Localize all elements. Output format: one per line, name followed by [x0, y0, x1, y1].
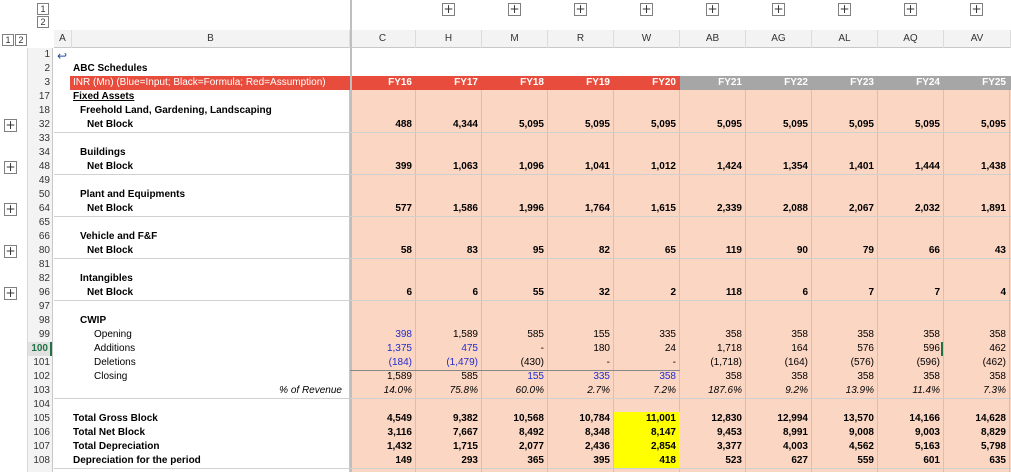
net-block-value: 1,424 [716, 161, 742, 172]
cwip-title: CWIP [80, 315, 107, 326]
cwip-value: - [606, 357, 610, 368]
group-divider [54, 132, 1011, 133]
cwip-value: 155 [593, 329, 610, 340]
cwip-row-label: Closing [94, 371, 128, 382]
row-outline-gutter [0, 48, 28, 472]
cwip-value: 358 [791, 371, 808, 382]
net-block-label: Net Block [87, 203, 134, 214]
net-block-value: 1,764 [584, 203, 610, 214]
col-header-ab[interactable]: AB [680, 30, 746, 48]
asset-group-name: Plant and Equipments [80, 189, 186, 200]
cwip-value: 576 [857, 343, 874, 354]
row-header-104[interactable]: 104 [28, 398, 52, 412]
net-block-value: 399 [395, 161, 412, 172]
col-level-1-button[interactable]: 1 [37, 3, 49, 15]
net-block-value: 90 [796, 245, 808, 256]
cwip-value: 585 [527, 329, 544, 340]
expand-cols-r-button[interactable]: + [575, 2, 586, 16]
cwip-row-label: Additions [94, 343, 136, 354]
totals-value: 3,377 [716, 441, 742, 452]
cwip-value: 180 [593, 343, 610, 354]
net-block-value: 55 [532, 287, 544, 298]
net-block-value: 5,095 [584, 119, 610, 130]
net-block-value: 4,344 [452, 119, 478, 130]
cwip-value: 335 [593, 371, 610, 382]
net-block-value: 43 [994, 245, 1006, 256]
col-header-h[interactable]: H [416, 30, 482, 48]
asset-group-name: Buildings [80, 147, 126, 158]
outline-bar [0, 0, 1011, 30]
pct-revenue-value: 75.8% [449, 385, 478, 396]
net-block-value: 1,891 [980, 203, 1006, 214]
net-block-value: 6 [802, 287, 808, 298]
net-block-value: 1,096 [518, 161, 544, 172]
row-header-2[interactable]: 2 [28, 62, 52, 76]
cwip-value: (462) [982, 357, 1006, 368]
col-header-b[interactable]: B [72, 30, 350, 48]
net-block-value: 577 [395, 203, 412, 214]
totals-value: 4,562 [848, 441, 874, 452]
cwip-value: 585 [461, 371, 478, 382]
row-header-66[interactable]: 66 [28, 230, 52, 244]
col-header-aq[interactable]: AQ [878, 30, 944, 48]
totals-value: 11,001 [645, 413, 676, 424]
expand-cols-al-button[interactable]: + [839, 2, 850, 16]
row-header-107[interactable]: 107 [28, 440, 52, 454]
totals-value: 2,077 [518, 441, 544, 452]
cwip-value: 335 [659, 329, 676, 340]
totals-value: 12,830 [711, 413, 742, 424]
pct-revenue-value: 9.2% [785, 385, 808, 396]
freeze-pane-divider [350, 0, 352, 472]
totals-value: 4,549 [386, 413, 412, 424]
cwip-value: (596) [916, 357, 940, 368]
totals-value: 10,784 [579, 413, 610, 424]
net-block-value: 2,067 [848, 203, 874, 214]
row-header-100[interactable]: 100 [28, 342, 52, 356]
cwip-row-label: Opening [94, 329, 132, 340]
expand-cols-m-button[interactable]: + [509, 2, 520, 16]
net-block-value: 66 [928, 245, 940, 256]
expand-rows-96-button[interactable]: + [5, 286, 16, 300]
net-block-label: Net Block [87, 245, 134, 256]
net-block-label: Net Block [87, 119, 134, 130]
row-header-32[interactable]: 32 [28, 118, 52, 132]
net-block-value: 1,354 [782, 161, 808, 172]
row-header-34[interactable]: 34 [28, 146, 52, 160]
net-block-value: 5,095 [650, 119, 676, 130]
totals-value: 8,829 [980, 427, 1006, 438]
group-divider [54, 174, 1011, 175]
net-block-value: 5,095 [782, 119, 808, 130]
net-block-value: 95 [532, 245, 544, 256]
net-block-value: 1,586 [452, 203, 478, 214]
row-header-17[interactable]: 17 [28, 90, 52, 104]
cwip-value: 358 [725, 371, 742, 382]
cwip-value: 475 [461, 343, 478, 354]
net-block-value: 79 [862, 245, 874, 256]
row-level-1-button[interactable]: 1 [2, 34, 14, 46]
row-header-98[interactable]: 98 [28, 314, 52, 328]
row-header-18[interactable]: 18 [28, 104, 52, 118]
cwip-value: 358 [791, 329, 808, 340]
row-header-1[interactable]: 1 [28, 48, 52, 62]
net-block-value: 1,996 [518, 203, 544, 214]
row-header-106[interactable]: 106 [28, 426, 52, 440]
net-block-value: 2,339 [716, 203, 742, 214]
net-block-value: 6 [472, 287, 478, 298]
net-block-value: 7 [934, 287, 940, 298]
net-block-value: 2 [670, 287, 676, 298]
expand-rows-48-button[interactable]: + [5, 160, 16, 174]
row-header-105[interactable]: 105 [28, 412, 52, 426]
group-divider [54, 216, 1011, 217]
net-block-value: 6 [406, 287, 412, 298]
totals-value: 8,492 [518, 427, 544, 438]
sheet-title: ABC Schedules [73, 63, 148, 74]
cwip-value: 358 [659, 371, 676, 382]
totals-value: 2,436 [584, 441, 610, 452]
totals-value: 1,432 [386, 441, 412, 452]
expand-cols-ag-button[interactable]: + [773, 2, 784, 16]
totals-value: 627 [791, 455, 808, 466]
fy-header: FY18 [520, 77, 544, 88]
totals-value: 8,147 [650, 427, 676, 438]
pct-revenue-value: 60.0% [515, 385, 544, 396]
expand-rows-32-button[interactable]: + [5, 118, 16, 132]
net-block-value: 32 [598, 287, 610, 298]
totals-value: 3,116 [387, 427, 412, 438]
row-level-2-button[interactable]: 2 [15, 34, 27, 46]
cwip-value: 1,718 [716, 343, 742, 354]
row-header-96[interactable]: 96 [28, 286, 52, 300]
totals-value: 13,570 [843, 413, 874, 424]
expand-rows-64-button[interactable]: + [5, 202, 16, 216]
net-block-value: 58 [400, 245, 412, 256]
fy-header: FY16 [388, 77, 412, 88]
net-block-value: 2,032 [914, 203, 940, 214]
net-block-value: 1,012 [650, 161, 676, 172]
totals-value: 635 [989, 455, 1006, 466]
row-header-3[interactable]: 3 [28, 76, 52, 90]
fy-header: FY21 [718, 77, 742, 88]
net-block-value: 118 [725, 287, 742, 298]
cwip-value: 24 [664, 343, 676, 354]
group-divider [54, 258, 1011, 259]
totals-label: Total Gross Block [73, 413, 158, 424]
totals-value: 10,568 [513, 413, 544, 424]
net-block-value: 2,088 [782, 203, 808, 214]
totals-label: Depreciation for the period [73, 455, 201, 466]
col-header-av[interactable]: AV [944, 30, 1011, 48]
fy-header: FY20 [652, 77, 676, 88]
cwip-value: (576) [850, 357, 874, 368]
net-block-value: 1,615 [650, 203, 676, 214]
cwip-value: 155 [527, 371, 544, 382]
col-header-m[interactable]: M [482, 30, 548, 48]
cwip-value: - [540, 343, 544, 354]
totals-value: 293 [461, 455, 478, 466]
fy-header: FY19 [586, 77, 610, 88]
row-header-65[interactable]: 65 [28, 216, 52, 230]
totals-value: 8,991 [782, 427, 808, 438]
row-header-64[interactable]: 64 [28, 202, 52, 216]
net-block-value: 1,438 [980, 161, 1006, 172]
net-block-value: 5,095 [914, 119, 940, 130]
net-block-value: 119 [725, 245, 742, 256]
totals-value: 2,854 [650, 441, 676, 452]
net-block-value: 1,444 [914, 161, 940, 172]
pct-revenue-value: 7.3% [983, 385, 1006, 396]
active-cell-border [941, 342, 943, 356]
column-header-bar [54, 30, 1011, 48]
totals-value: 395 [593, 455, 610, 466]
pct-revenue-value: 7.2% [653, 385, 676, 396]
group-divider [54, 468, 1011, 469]
expand-cols-h-button[interactable]: + [443, 2, 454, 16]
totals-value: 7,667 [452, 427, 478, 438]
fy-header: FY22 [784, 77, 808, 88]
cwip-value: 358 [857, 371, 874, 382]
cwip-value: 462 [989, 343, 1006, 354]
group-divider [54, 398, 1011, 399]
col-header-a[interactable]: A [54, 30, 72, 48]
totals-value: 4,003 [782, 441, 808, 452]
row-header-82[interactable]: 82 [28, 272, 52, 286]
net-block-value: 1,401 [848, 161, 874, 172]
asset-group-name: Vehicle and F&F [80, 231, 158, 242]
expand-cols-aq-button[interactable]: + [905, 2, 916, 16]
totals-value: 14,166 [909, 413, 940, 424]
net-block-value: 7 [868, 287, 874, 298]
expand-cols-w-button[interactable]: + [641, 2, 652, 16]
pct-revenue-value: 13.9% [845, 385, 874, 396]
net-block-value: 5,095 [848, 119, 874, 130]
asset-group-name: Intangibles [80, 273, 133, 284]
expand-cols-ab-button[interactable]: + [707, 2, 718, 16]
row-header-108[interactable]: 108 [28, 454, 52, 468]
col-level-2-button[interactable]: 2 [37, 16, 49, 28]
row-header-48[interactable]: 48 [28, 160, 52, 174]
net-block-label: Net Block [87, 161, 134, 172]
net-block-value: 4 [1000, 287, 1006, 298]
cwip-value: - [672, 357, 676, 368]
totals-value: 418 [659, 455, 676, 466]
totals-value: 14,628 [975, 413, 1006, 424]
totals-label: Total Net Block [73, 427, 146, 438]
cwip-value: 358 [725, 329, 742, 340]
totals-value: 149 [395, 455, 412, 466]
col-header-w[interactable]: W [614, 30, 680, 48]
cwip-value: 358 [857, 329, 874, 340]
cwip-value: 398 [395, 329, 412, 340]
undo-arrow-icon: ↩ [57, 49, 68, 63]
totals-value: 365 [527, 455, 544, 466]
net-block-value: 65 [664, 245, 676, 256]
col-header-c[interactable]: C [350, 30, 416, 48]
pct-revenue-value: 187.6% [708, 385, 742, 396]
cwip-value: 596 [923, 343, 940, 354]
cwip-value: (430) [520, 357, 544, 368]
cwip-row-label: Deletions [94, 357, 136, 368]
totals-label: Total Depreciation [73, 441, 160, 452]
cwip-value: 1,589 [386, 371, 412, 382]
net-block-value: 5,095 [716, 119, 742, 130]
totals-value: 9,008 [848, 427, 874, 438]
row-header-101[interactable]: 101 [28, 356, 52, 370]
totals-value: 9,453 [716, 427, 742, 438]
cwip-value: (164) [784, 357, 808, 368]
expand-cols-av-button[interactable]: + [971, 2, 982, 16]
totals-value: 5,163 [914, 441, 940, 452]
pct-revenue-value: 14.0% [383, 385, 412, 396]
col-header-r[interactable]: R [548, 30, 614, 48]
units-note: INR (Mn) (Blue=Input; Black=Formula; Red=Assumption) [73, 77, 326, 88]
cwip-value: 358 [923, 329, 940, 340]
group-divider [54, 300, 1011, 301]
row-header-33[interactable]: 33 [28, 132, 52, 146]
net-block-value: 5,095 [518, 119, 544, 130]
pct-revenue-value: 11.4% [912, 385, 940, 396]
totals-value: 8,348 [584, 427, 610, 438]
cwip-value: 1,375 [386, 343, 412, 354]
cwip-value: 358 [989, 371, 1006, 382]
cwip-value: 164 [791, 343, 808, 354]
fy-header: FY23 [850, 77, 874, 88]
net-block-value: 1,041 [584, 161, 610, 172]
totals-value: 9,003 [914, 427, 940, 438]
cwip-value: 358 [923, 371, 940, 382]
row-header-81[interactable]: 81 [28, 258, 52, 272]
row-header-103[interactable]: 103 [28, 384, 52, 398]
fy-header: FY25 [982, 77, 1006, 88]
fy-header: FY24 [916, 77, 940, 88]
net-block-label: Net Block [87, 287, 134, 298]
totals-value: 601 [923, 455, 940, 466]
expand-rows-80-button[interactable]: + [5, 244, 16, 258]
net-block-value: 83 [466, 245, 478, 256]
totals-value: 559 [857, 455, 874, 466]
row-header-80[interactable]: 80 [28, 244, 52, 258]
totals-value: 12,994 [777, 413, 808, 424]
col-header-ag[interactable]: AG [746, 30, 812, 48]
cwip-value: 1,589 [452, 329, 478, 340]
row-header-102[interactable]: 102 [28, 370, 52, 384]
totals-value: 1,715 [452, 441, 478, 452]
row-header-99[interactable]: 99 [28, 328, 52, 342]
net-block-value: 1,063 [452, 161, 478, 172]
cwip-value: (1,479) [446, 357, 478, 368]
col-header-al[interactable]: AL [812, 30, 878, 48]
closing-top-border [350, 370, 680, 371]
net-block-value: 5,095 [980, 119, 1006, 130]
fy-header: FY17 [454, 77, 478, 88]
row-header-50[interactable]: 50 [28, 188, 52, 202]
pct-revenue-label: % of Revenue [279, 385, 342, 396]
net-block-value: 488 [395, 119, 412, 130]
row-header-49[interactable]: 49 [28, 174, 52, 188]
net-block-value: 82 [598, 245, 610, 256]
cwip-value: (184) [388, 357, 412, 368]
cwip-value: (1,718) [710, 357, 742, 368]
totals-value: 523 [725, 455, 742, 466]
asset-group-name: Freehold Land, Gardening, Landscaping [80, 105, 272, 116]
section-fixed-assets: Fixed Assets [73, 91, 135, 102]
cwip-value: 358 [989, 329, 1006, 340]
row-header-97[interactable]: 97 [28, 300, 52, 314]
totals-value: 5,798 [980, 441, 1006, 452]
totals-value: 9,382 [452, 413, 478, 424]
pct-revenue-value: 2.7% [587, 385, 610, 396]
